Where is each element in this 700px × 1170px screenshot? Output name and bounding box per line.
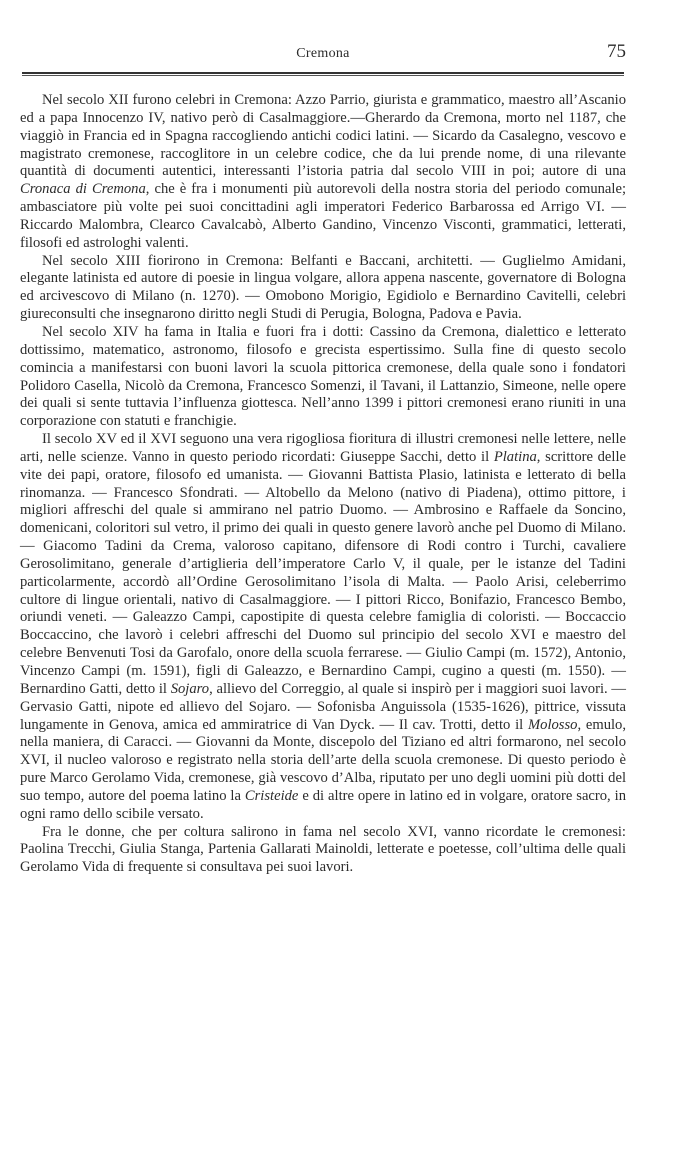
text-run: Fra le donne, che per coltura salirono in fama nel secolo XVI, vanno ricordate le cremonesi: Paolina Trecchi, Giulia Stanga, Partenia Gallarati Mainoldi, letterate e poetesse, coll’ultima delle quali Gerolamo Vida di frequente si consultava pei suoi lavori. (20, 823, 626, 876)
text-run: Nel secolo XIII fiorirono in Cremona: Belfanti e Baccani, architetti. — Guglielmo Amidani, elegante latinista ed autore di poesie in lingua volgare, allora appena nascente, governatore di Bologna ed arcivescovo di Milano (n. 1270). — Omobono Morigio, Egidiolo e Bernardino Cavitelli, celebri giureconsulti che insegnarono diritto negli Studi di Perugia, Bologna, Padova e Pavia. (20, 252, 626, 323)
italic-title: Sojaro (170, 680, 210, 697)
text-run: , che è fra i monumenti più autorevoli della nostra storia del periodo comunale; ambasciatore più volte pei suoi concittadini agli imperatori Federico Barbarossa ed Arrigo VI. — Riccardo Malombra, Clearco Cavalcabò, Alberto Gandino, Vincenzo Visconti, grammatici, letterati, filosofi ed astrologhi valenti. (20, 181, 626, 251)
running-title: Cremona (296, 46, 350, 61)
paragraph (20, 253, 626, 324)
text-run: Il secolo XV ed il XVI seguono una vera rigogliosa fioritura di illustri cremonesi nelle lettere, nelle arti, nelle scienze. Vanno in questo periodo ricordati: Giuseppe Sacchi, detto il (20, 431, 626, 465)
italic-title: Cristeide (244, 787, 299, 804)
paragraph (20, 431, 626, 824)
text-run: Nel secolo XIV ha fama in Italia e fuori fra i dotti: Cassino da Cremona, dialettico e letterato dottissimo, matematico, astronomo, filosofo e grecista espertissimo. Sulla fine di questo secolo comincia a manifestarsi con buoni lavori la scuola pittorica cremonese, della quale sono i fondatori Polidoro Casella, Nicolò da Cremona, Francesco Somenzi, il Tavani, il Lattanzio, Simeone, nelle opere dei quali si sente tuttavia l’influenza giottesca. Nell’anno 1399 i pittori cremonesi erano riuniti in una corporazione con statuti e franchigie. (20, 323, 626, 430)
text-run: , emulo, nella maniera, di Caracci. — Giovanni da Monte, discepolo del Tiziano ed altri formarono, nel secolo XVI, il nucleo valoroso e registrato nella storia dell’arte della scuola cremonese. Di questo periodo è pure Marco Gerolamo Vida, cremonese, già vescovo d’Alba, riputato per uno degli uomini più dotti del suo tempo, autore del poema latino la (20, 716, 626, 804)
page-header (20, 41, 626, 70)
text-run: Nel secolo XII furono celebri in Cremona: Azzo Parrio, giurista e grammatico, maestro all’Ascanio ed a papa Innocenzo IV, nativo però di Casalmaggiore.—Gherardo da Cremona, morto nel 1187, che viaggiò in Francia ed in Spagna raccogliendo antichi codici latini. — Sicardo da Casalegno, vescovo e magistrato cremonese, raccoglitore in un celebre codice, che da lui prende nome, di una rilevante quantità di documenti autentici, interessanti l’istoria patria dal secolo VIII in poi; autore di una (20, 92, 626, 180)
paragraph (20, 824, 626, 878)
text-run: , scrittore delle vite dei papi, oratore, filosofo ed umanista. — Giovanni Battista Plasio, latinista e letterato di bella rinomanza. — Francesco Sfondrati. — Altobello da Melono (nativo di Piadena), ottimo pittore, i migliori affreschi del quale si ammirano nel patrio Duomo. — Ambrosino e Raffaele da Soncino, domenicani, coloritori sul vetro, il primo dei quali in questo genere lavorò anche pel Duomo di Milano. — Giacomo Tadini da Crema, valoroso capitano, difensore di Rodi contro i Turchi, cavaliere Gerosolimitano, generale d’artiglieria dell’imperatore Carlo V, il quale, per le istanze del Tadini particolarmente, accordò all’Ordine Gerosolimitano l’isola di Malta. — Paolo Arisi, celeberrimo cultore di lingue orientali, nativo di Casalmaggiore. — I pittori Ricco, Bonifazio, Francesco Bembo, oriundi veneti. — Galeazzo Campi, capostipite di questa celebre famiglia di coloristi. — Boccaccio Boccaccino, che lavorò i celebri affreschi del Duomo sul principio del secolo XVI e maestro del celebre Benvenuti Tosi da Garofalo, onore della scuola ferrarese. — Giulio Campi (m. 1572), Antonio, Vincenzo Campi (m. 1591), figli di Galeazzo, e Bernardino Campi, cugino a questi (m. 1550). — Bernardino Gatti, detto il (20, 448, 626, 697)
header-rule (22, 72, 624, 76)
body-text (20, 92, 626, 877)
italic-title: Cronaca di Cremona (20, 181, 146, 198)
paragraph (20, 92, 626, 253)
text-run: , allievo del Correggio, al quale si inspirò per i maggiori suoi lavori. — Gervasio Gatti, nipote ed allievo del Sojaro. — Sofonisba Anguissola (1535-1626), pittrice, vissuta lungamente in Genova, amica ed ammiratrice di Van Dyck. — Il cav. Trotti, detto il (20, 680, 626, 733)
italic-title: Molosso (527, 716, 578, 733)
paragraph (20, 324, 626, 431)
page-number: 75 (607, 41, 626, 62)
italic-title: Platina (493, 448, 537, 465)
text-run: e di altre opere in latino ed in volgare, oratore sacro, in ogni ramo dello scibile versato. (20, 787, 626, 822)
